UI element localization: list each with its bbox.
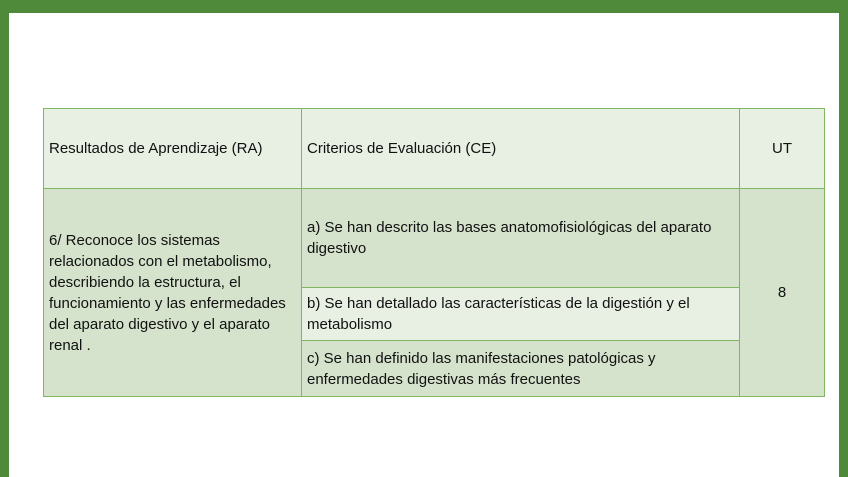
header-ut: UT <box>740 109 825 189</box>
table-row <box>44 189 825 288</box>
ra-cell: 6/ Reconoce los sistemas relacionados con el metabolismo, describiendo la estructura, el funcionamiento y las enfermedades del aparato digestivo y el aparato renal . <box>44 189 302 397</box>
criterion-a: a) Se han descrito las bases anatomofisiológicas del aparato digestivo <box>302 189 740 288</box>
ut-cell: 8 <box>740 189 825 397</box>
header-ce: Criterios de Evaluación (CE) <box>302 109 740 189</box>
criterion-c: c) Se han definido las manifestaciones patológicas y enfermedades digestivas más frecuentes <box>302 341 740 397</box>
criterion-b: b) Se han detallado las características de la digestión y el metabolismo <box>302 288 740 341</box>
table-header-row <box>44 109 825 189</box>
learning-outcomes-table <box>43 108 825 397</box>
header-ra: Resultados de Aprendizaje (RA) <box>44 109 302 189</box>
